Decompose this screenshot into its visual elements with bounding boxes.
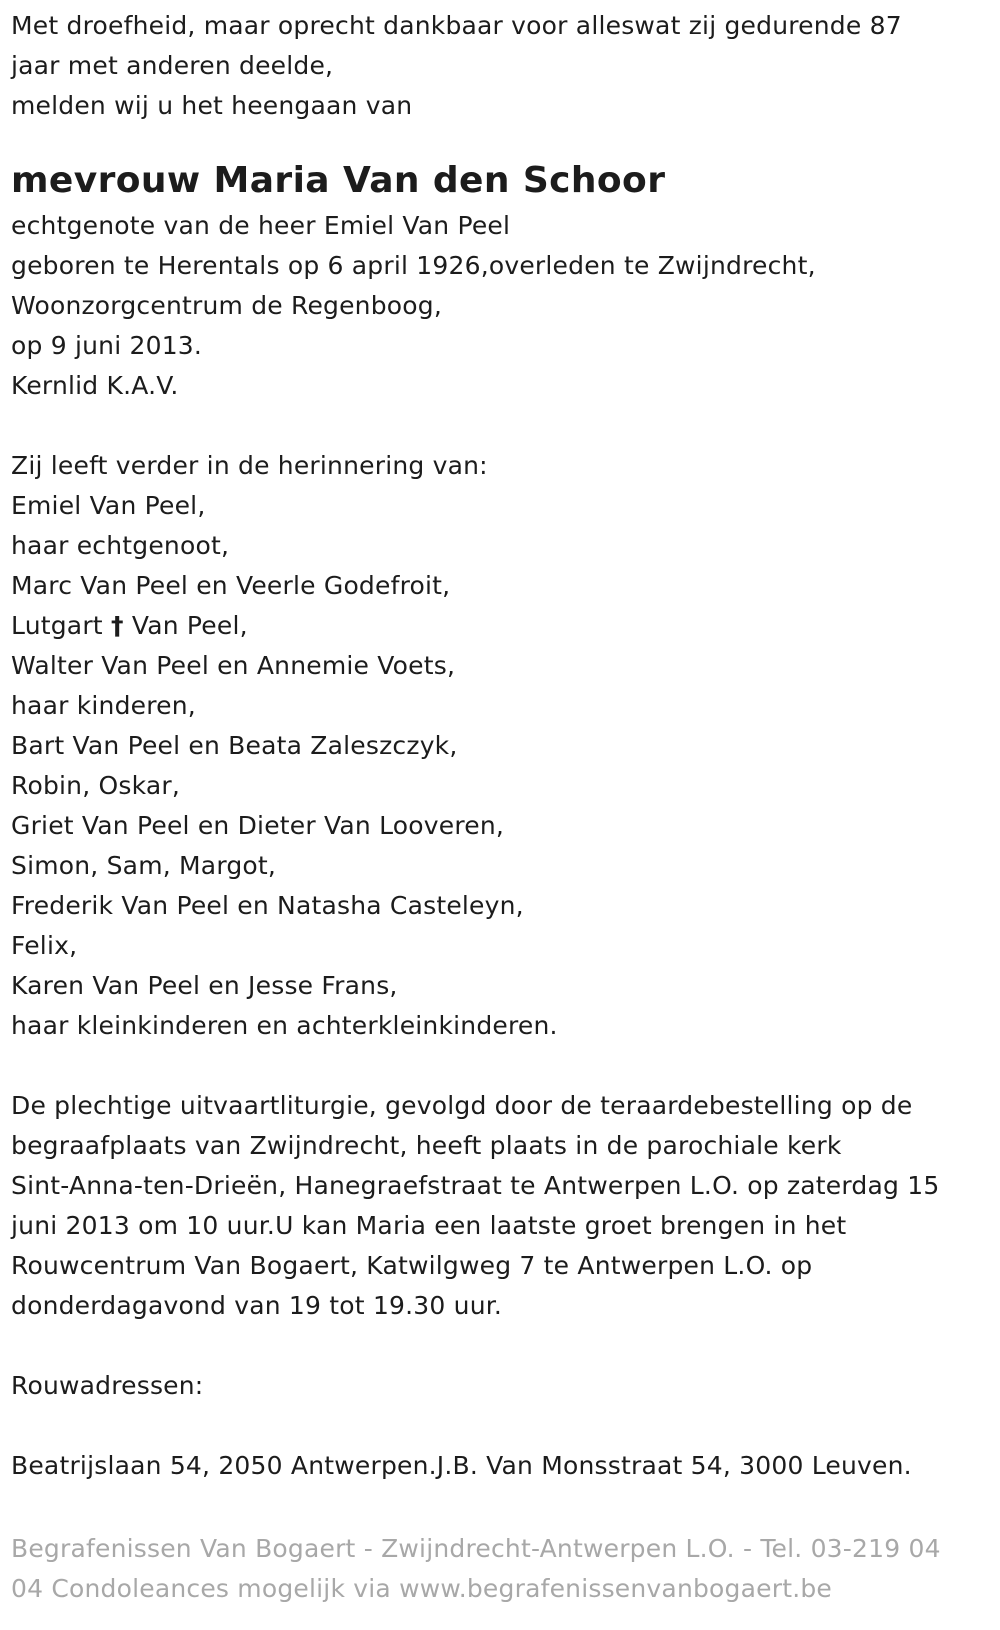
deceased-section (11, 156, 989, 406)
family-heading: Zij leeft verder in de herinnering van: (11, 451, 488, 480)
family-line: Griet Van Peel en Dieter Van Looveren, (11, 811, 505, 840)
family-line: Robin, Oskar, (11, 771, 180, 800)
ceremony-line: donderdagavond van 19 tot 19.30 uur. (11, 1291, 503, 1320)
spacer (11, 406, 989, 446)
intro-line: melden wij u het heengaan van (11, 91, 413, 120)
ceremony-line: Rouwcentrum Van Bogaert, Katwilgweg 7 te Antwerpen L.O. op (11, 1251, 813, 1280)
addresses-section (11, 1366, 989, 1486)
spacer (11, 126, 989, 156)
date-line: op 9 juni 2013. (11, 331, 203, 360)
family-line: Frederik Van Peel en Natasha Casteleyn, (11, 891, 524, 920)
family-line: haar kleinkinderen en achterkleinkinderen. (11, 1011, 558, 1040)
family-section (11, 446, 989, 1046)
place-line: Woonzorgcentrum de Regenboog, (11, 291, 443, 320)
child-first-name: Lutgart (11, 611, 103, 640)
spacer (11, 1406, 989, 1446)
spacer (11, 1326, 989, 1366)
ceremony-line: Sint-Anna-ten-Drieën, Hanegraefstraat te Antwerpen L.O. op zaterdag 15 (11, 1171, 940, 1200)
deceased-name: mevrouw Maria Van den Schoor (11, 160, 666, 201)
family-line: Karen Van Peel en Jesse Frans, (11, 971, 398, 1000)
family-line: haar echtgenoot, (11, 531, 230, 560)
family-line: Bart Van Peel en Beata Zaleszczyk, (11, 731, 458, 760)
ceremony-section (11, 1086, 989, 1326)
intro-line: Met droefheid, maar oprecht dankbaar voor alleswat zij gedurende 87 (11, 11, 902, 40)
intro-line: jaar met anderen deelde, (11, 51, 334, 80)
footer-line: Begrafenissen Van Bogaert - Zwijndrecht-Antwerpen L.O. - Tel. 03-219 04 (11, 1534, 941, 1563)
cross-icon: † (110, 611, 124, 640)
addresses-text: Beatrijslaan 54, 2050 Antwerpen.J.B. Van Monsstraat 54, 3000 Leuven. (11, 1451, 912, 1480)
family-line: Felix, (11, 931, 78, 960)
ceremony-line: juni 2013 om 10 uur.U kan Maria een laatste groet brengen in het (11, 1211, 847, 1240)
addresses-heading: Rouwadressen: (11, 1371, 204, 1400)
spouse-line: echtgenote van de heer Emiel Van Peel (11, 211, 511, 240)
family-line-deceased-child (11, 606, 989, 646)
spacer (11, 1046, 989, 1086)
birth-death-line: geboren te Herentals op 6 april 1926,overleden te Zwijndrecht, (11, 251, 816, 280)
ceremony-line: begraafplaats van Zwijndrecht, heeft plaats in de parochiale kerk (11, 1131, 842, 1160)
footer-line: 04 Condoleances mogelijk via www.begrafenissenvanbogaert.be (11, 1574, 833, 1603)
ceremony-line: De plechtige uitvaartliturgie, gevolgd door de teraardebestelling op de (11, 1091, 913, 1120)
family-line: Emiel Van Peel, (11, 491, 206, 520)
family-line: Simon, Sam, Margot, (11, 851, 277, 880)
child-last-name: Van Peel, (131, 611, 248, 640)
intro-section (11, 6, 989, 126)
family-line: Marc Van Peel en Veerle Godefroit, (11, 571, 451, 600)
family-line: haar kinderen, (11, 691, 196, 720)
membership-line: Kernlid K.A.V. (11, 371, 179, 400)
family-line: Walter Van Peel en Annemie Voets, (11, 651, 456, 680)
footer (11, 1529, 986, 1609)
